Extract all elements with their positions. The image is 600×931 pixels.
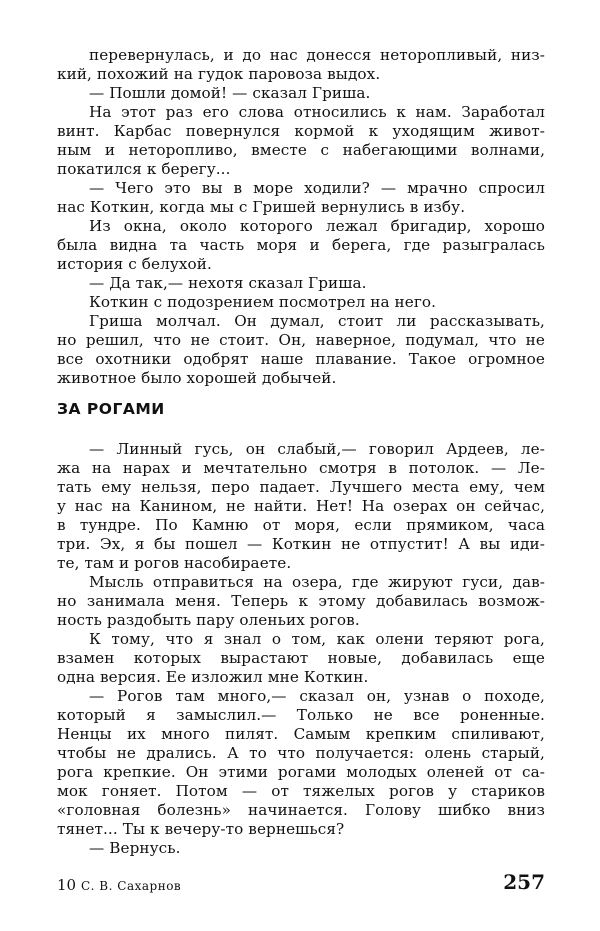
text-line: Из окна, около которого лежал бригадир, хорошо bbox=[89, 217, 545, 235]
paragraph bbox=[57, 103, 545, 179]
section-text-top bbox=[57, 46, 545, 388]
text-line: три. Эх, я бы пошел — Коткин не отпустит! А вы иди- bbox=[57, 535, 545, 553]
text-line: — Вернусь. bbox=[89, 839, 181, 857]
page-number: 257 bbox=[503, 870, 545, 894]
text-line: у нас на Канином, не найти. Нет! На озерах он сейчас, bbox=[57, 497, 545, 515]
text-line: была видна та часть моря и берега, где разыгралась bbox=[57, 236, 545, 254]
text-line: Гриша молчал. Он думал, стоит ли рассказывать, bbox=[89, 312, 545, 330]
text-line: — Да так,— нехотя сказал Гриша. bbox=[89, 274, 367, 292]
paragraph bbox=[57, 573, 545, 630]
text-line: одна версия. Ее изложил мне Коткин. bbox=[57, 668, 369, 686]
paragraph bbox=[57, 440, 545, 573]
chapter-heading: ЗА РОГАМИ bbox=[57, 400, 165, 418]
signature-author: С. В. Сахарнов bbox=[81, 879, 182, 893]
text-line: ность раздобыть пару оленьих рогов. bbox=[57, 611, 360, 629]
text-line: рога крепкие. Он этими рогами молодых оленей от са- bbox=[57, 763, 545, 781]
text-line: винт. Карбас повернулся кормой к уходящим живот- bbox=[57, 122, 545, 140]
text-line: нас Коткин, когда мы с Гришей вернулись в избу. bbox=[57, 198, 466, 216]
paragraph bbox=[57, 630, 545, 687]
text-line: тянет... Ты к вечеру-то вернешься? bbox=[57, 820, 345, 838]
text-line: взамен которых вырастают новые, добавилась еще bbox=[57, 649, 545, 667]
text-line: жа на нарах и мечтательно смотря в потолок. — Ле- bbox=[57, 459, 545, 477]
text-line: — Рогов там много,— сказал он, узнав о походе, bbox=[89, 687, 545, 705]
text-line: кий, похожий на гудок паровоза выдох. bbox=[57, 65, 381, 83]
text-line: На этот раз его слова относились к нам. Заработал bbox=[89, 103, 545, 121]
text-line: тать ему нельзя, перо падает. Лучшего места ему, чем bbox=[57, 478, 545, 496]
text-line: — Чего это вы в море ходили? — мрачно спросил bbox=[89, 179, 545, 197]
text-line: чтобы не дрались. А то что получается: олень старый, bbox=[57, 744, 545, 762]
text-line: Коткин с подозрением посмотрел на него. bbox=[89, 293, 437, 311]
signature-number: 10 bbox=[57, 876, 77, 894]
text-line: который я замыслил.— Только не все роненные. bbox=[57, 706, 545, 724]
text-line: в тундре. По Камню от моря, если прямиком, часа bbox=[57, 516, 545, 534]
paragraph bbox=[57, 179, 545, 217]
text-line: — Пошли домой! — сказал Гриша. bbox=[89, 84, 371, 102]
text-line: но решил, что не стоит. Он, наверное, подумал, что не bbox=[57, 331, 545, 349]
paragraph bbox=[57, 839, 545, 858]
paragraph bbox=[57, 84, 545, 103]
text-line: животное было хорошей добычей. bbox=[57, 369, 337, 387]
section-text-chapter bbox=[57, 440, 545, 858]
text-line: покатился к берегу... bbox=[57, 160, 231, 178]
paragraph bbox=[57, 217, 545, 274]
text-line: К тому, что я знал о том, как олени теряют рога, bbox=[89, 630, 545, 648]
paragraph bbox=[57, 687, 545, 839]
paragraph bbox=[57, 46, 545, 84]
page-footer bbox=[57, 870, 545, 894]
text-line: мок гоняет. Потом — от тяжелых рогов у стариков bbox=[57, 782, 545, 800]
paragraph bbox=[57, 274, 545, 293]
text-line: «головная болезнь» начинается. Голову шибко вниз bbox=[57, 801, 545, 819]
paragraph bbox=[57, 312, 545, 388]
paragraph bbox=[57, 293, 545, 312]
text-line: — Линный гусь, он слабый,— говорил Ардеев, ле- bbox=[89, 440, 545, 458]
text-line: но занимала меня. Теперь к этому добавилась возмож- bbox=[57, 592, 545, 610]
text-line: ным и неторопливо, вместе с набегающими волнами, bbox=[57, 141, 545, 159]
text-line: перевернулась, и до нас донесся неторопливый, низ- bbox=[89, 46, 545, 64]
text-line: Мысль отправиться на озера, где жируют гуси, дав- bbox=[89, 573, 545, 591]
text-line: все охотники одобрят наше плавание. Такое огромное bbox=[57, 350, 545, 368]
text-line: те, там и рогов насобираете. bbox=[57, 554, 292, 572]
text-line: история с белухой. bbox=[57, 255, 212, 273]
text-line: Ненцы их много пилят. Самым крепким спиливают, bbox=[57, 725, 545, 743]
